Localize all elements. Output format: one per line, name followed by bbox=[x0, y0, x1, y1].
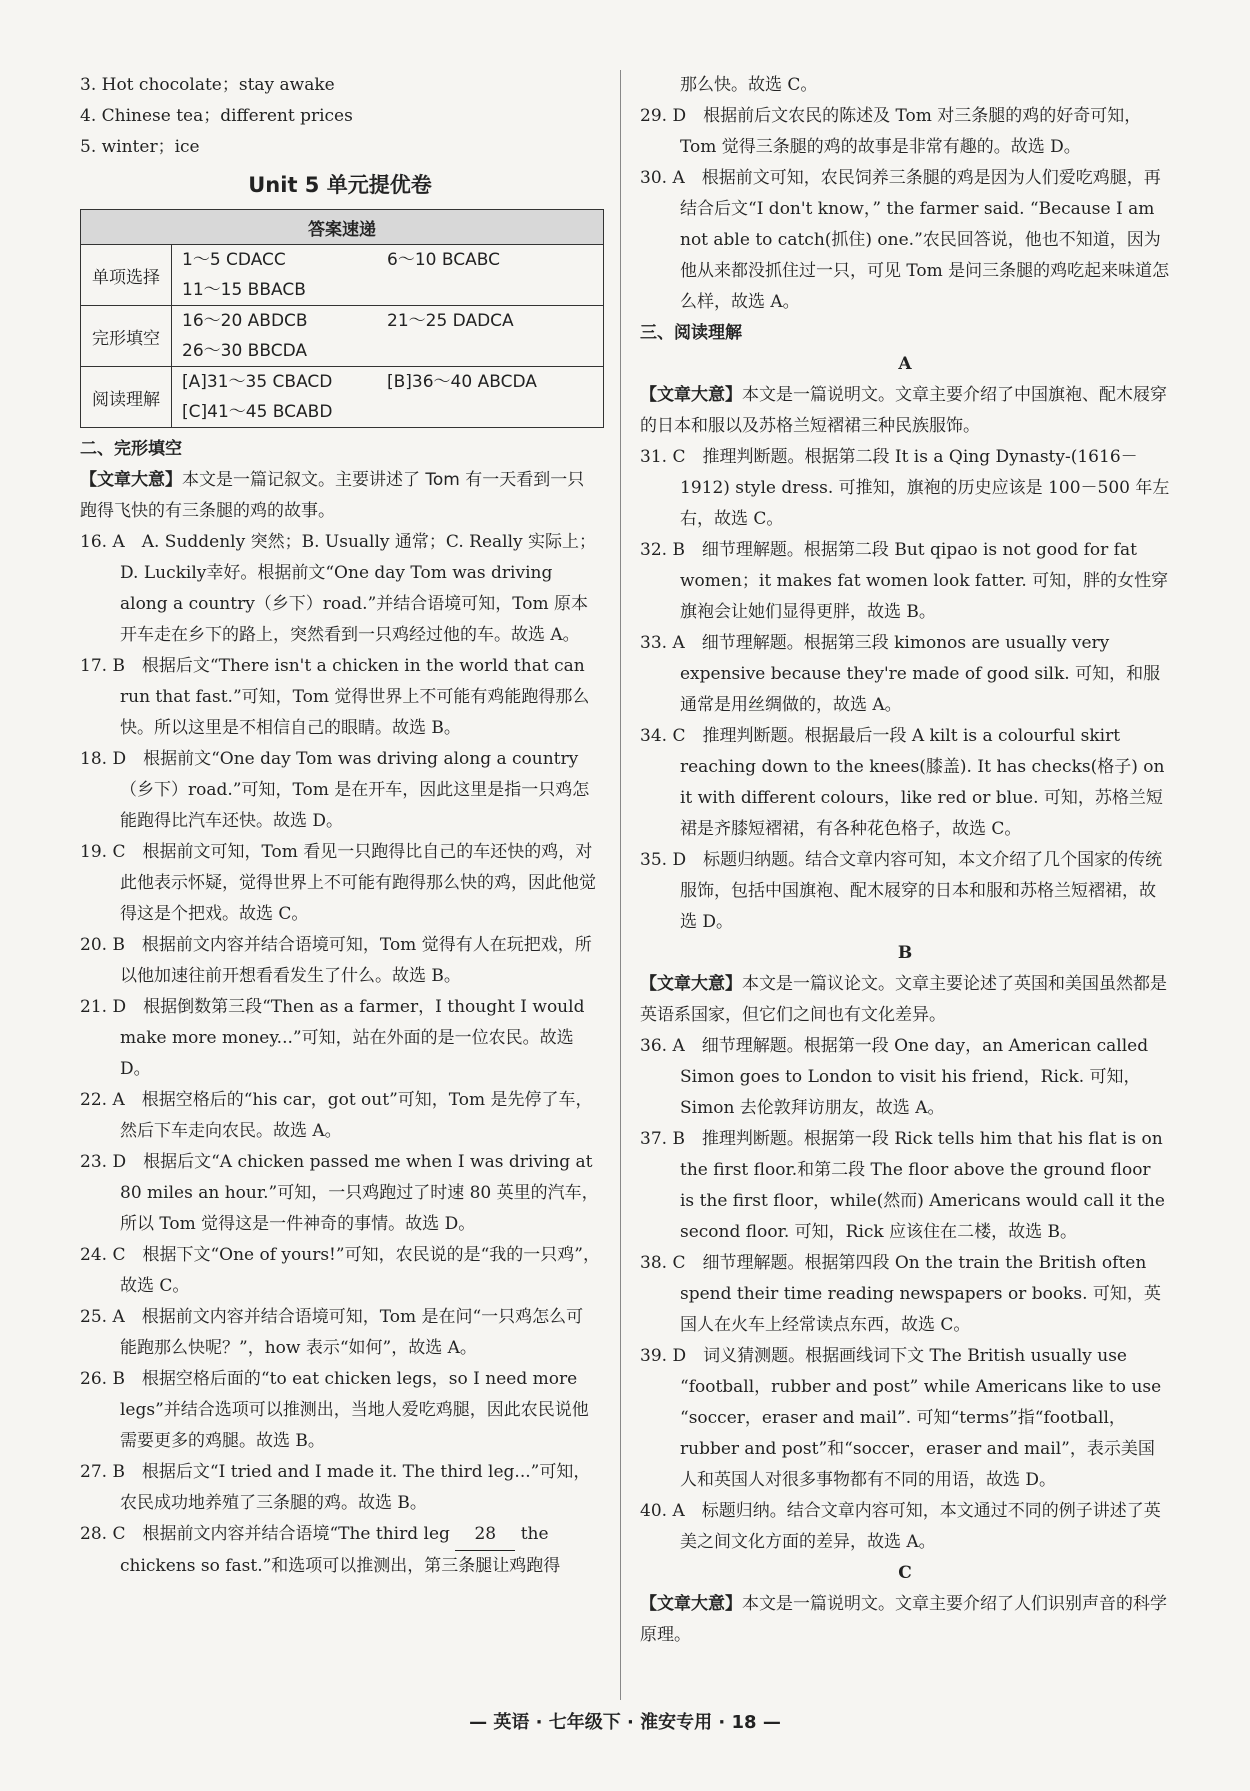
explanation-item: 21. D 根据倒数第三段“Then as a farmer，I thought I would make more money...”可知，站在外面的是一位农民。故选 D。 bbox=[80, 997, 585, 1079]
explanation-item: 26. B 根据空格后面的“to eat chicken legs，so I need more legs”并结合选项可以推测出，当地人爱吃鸡腿，因此农民说他需要更多的鸡腿。故选 B。 bbox=[80, 1369, 589, 1451]
explanation-item: 37. B 推理判断题。根据第一段 Rick tells him that his flat is on the first floor.和第二段 The floor above the ground floor is the first floor，while(然而) Americans would call it the second floor. 可知，Rick 应该住在二楼，故选 B。 bbox=[640, 1129, 1165, 1242]
summary-text: 本文是一篇说明文。文章主要介绍了人们识别声音的科学原理。 bbox=[640, 1594, 1167, 1645]
summary bbox=[80, 465, 600, 527]
answer-range: [A]31～35 CBACD bbox=[182, 372, 333, 392]
explanation-item: 27. B 根据后文“I tried and I made it. The third leg...”可知，农民成功地养殖了三条腿的鸡。故选 B。 bbox=[80, 1462, 591, 1513]
row-label: 单项选择 bbox=[81, 245, 172, 306]
answer-table-header: 答案速递 bbox=[81, 210, 604, 245]
explanation-item: 36. A 细节理解题。根据第一段 One day，an American called Simon goes to London to visit his friend，Rick. 可知，Simon 去伦敦拜访朋友，故选 A。 bbox=[640, 1036, 1149, 1118]
answer-line: 3. Hot chocolate；stay awake bbox=[80, 75, 335, 95]
passage-letter: A bbox=[898, 354, 912, 374]
answer-range: 21～25 DADCA bbox=[387, 311, 514, 331]
explanation-item: 29. D 根据前后文农民的陈述及 Tom 对三条腿的鸡的好奇可知，Tom 觉得三条腿的鸡的故事是非常有趣的。故选 D。 bbox=[640, 106, 1142, 157]
explanation-item: 16. A A. Suddenly 突然；B. Usually 通常；C. Really 实际上；D. Luckily幸好。根据前文“One day Tom was driving along a country（乡下）road.”并结合语境可知，Tom 原本开车走在乡下的路上，突然看到一只鸡经过他的车。故选 A。 bbox=[80, 532, 597, 645]
explanation-item: 40. A 标题归纳。结合文章内容可知，本文通过不同的例子讲述了英美之间文化方面的差异，故选 A。 bbox=[640, 1501, 1161, 1552]
answer-range: 16～20 ABDCB bbox=[182, 311, 308, 331]
summary-label: 【文章大意】 bbox=[640, 974, 742, 994]
explanation-item: 22. A 根据空格后的“his car，got out”可知，Tom 是先停了车，然后下车走向农民。故选 A。 bbox=[80, 1090, 593, 1141]
explanation-item: 25. A 根据前文内容并结合语境可知，Tom 是在问“一只鸡怎么可能跑那么快呢？”，how 表示“如何”，故选 A。 bbox=[80, 1307, 584, 1358]
left-column bbox=[80, 70, 600, 1582]
row-answers bbox=[172, 245, 604, 306]
fill-blank: 28 bbox=[455, 1519, 515, 1551]
column-divider bbox=[620, 70, 621, 1700]
summary bbox=[640, 969, 1170, 1031]
answer-line: 5. winter；ice bbox=[80, 137, 200, 157]
explanation-item: 24. C 根据下文“One of yours!”可知，农民说的是“我的一只鸡”，故选 C。 bbox=[80, 1245, 600, 1296]
explanation-item: 39. D 词义猜测题。根据画线词下文 The British usually use “football，rubber and post” while Americans like to use “soccer，eraser and mail”. 可知“terms”指“football，rubber and post”和“soccer，eraser and mail”，表示美国人和英国人对很多事物都有不同的用语，故选 D。 bbox=[640, 1346, 1162, 1490]
row-label: 阅读理解 bbox=[81, 367, 172, 428]
summary-text: 本文是一篇说明文。文章主要介绍了中国旗袍、配木屐穿的日本和服以及苏格兰短褶裙三种民族服饰。 bbox=[640, 385, 1167, 436]
answer-range: 11～15 BBACB bbox=[182, 280, 306, 300]
answer-range: 6～10 BCABC bbox=[387, 250, 500, 270]
item-28-end: the chickens so fast.”和选项可以推测出，第三条腿让鸡跑得 bbox=[120, 1524, 561, 1576]
summary bbox=[640, 380, 1170, 442]
explanation-item: 23. D 根据后文“A chicken passed me when I was driving at 80 miles an hour.”可知，一只鸡跑过了时速 80 英里的汽车，所以 Tom 觉得这是一件神奇的事情。故选 D。 bbox=[80, 1152, 599, 1234]
summary-text: 本文是一篇议论文。文章主要论述了英国和美国虽然都是英语系国家，但它们之间也有文化差异。 bbox=[640, 974, 1167, 1025]
explanation-item: 38. C 细节理解题。根据第四段 On the train the British often spend their time reading newspapers or books. 可知，英国人在火车上经常读点东西，故选 C。 bbox=[640, 1253, 1161, 1335]
explanation-item: 18. D 根据前文“One day Tom was driving along a country（乡下）road.”可知，Tom 是在开车，因此这里是指一只鸡怎能跑得比汽车还快。故选 D。 bbox=[80, 749, 590, 831]
right-column bbox=[640, 70, 1170, 1651]
summary-text: 本文是一篇记叙文。主要讲述了 Tom 有一天看到一只跑得飞快的有三条腿的鸡的故事。 bbox=[80, 470, 585, 521]
answer-line: 4. Chinese tea；different prices bbox=[80, 106, 353, 126]
explanation-item: 30. A 根据前文可知，农民饲养三条腿的鸡是因为人们爱吃鸡腿，再结合后文“I don't know，” the farmer said. “Because I am not able to catch(抓住) one.”农民回答说，他也不知道，因为他从来都没抓住过一只，可见 Tom 是问三条腿的鸡吃起来味道怎么样，故选 A。 bbox=[640, 168, 1170, 312]
explanation-item: 35. D 标题归纳题。结合文章内容可知，本文介绍了几个国家的传统服饰，包括中国旗袍、配木屐穿的日本和服和苏格兰短褶裙，故选 D。 bbox=[640, 850, 1163, 932]
explanation-item: 34. C 推理判断题。根据最后一段 A kilt is a colourful skirt reaching down to the knees(膝盖). It has checks(格子) on it with different colours，like red or blue. 可知，苏格兰短裙是齐膝短褶裙，有各种花色格子，故选 C。 bbox=[640, 726, 1165, 839]
summary bbox=[640, 1589, 1170, 1651]
item-28-start: 28. C 根据前文内容并结合语境“The third leg bbox=[80, 1524, 456, 1544]
explanation-item bbox=[80, 1519, 600, 1582]
explanation-item: 19. C 根据前文可知，Tom 看见一只跑得比自己的车还快的鸡，对此他表示怀疑，觉得世界上不可能有跑得那么快的鸡，因此他觉得这是个把戏。故选 C。 bbox=[80, 842, 596, 924]
summary-label: 【文章大意】 bbox=[80, 470, 182, 490]
section-title: 三、阅读理解 bbox=[640, 323, 742, 343]
answer-range: [C]41～45 BCABD bbox=[182, 402, 333, 422]
explanation-item: 17. B 根据后文“There isn't a chicken in the world that can run that fast.”可知，Tom 觉得世界上不可能有鸡能跑得那么快。所以这里是不相信自己的眼睛。故选 B。 bbox=[80, 656, 590, 738]
passage-letter: B bbox=[897, 943, 913, 963]
answer-range: 26～30 BBCDA bbox=[182, 341, 307, 361]
answer-range: 1～5 CDACC bbox=[182, 250, 286, 270]
passage-letter: C bbox=[898, 1563, 912, 1583]
unit-title: Unit 5 单元提优卷 bbox=[248, 173, 432, 197]
explanation-item: 31. C 推理判断题。根据第二段 It is a Qing Dynasty-(1616－1912) style dress. 可推知，旗袍的历史应该是 100－500 年左右，故选 C。 bbox=[640, 447, 1170, 529]
explanation-item: 33. A 细节理解题。根据第三段 kimonos are usually very expensive because they're made of good silk. 可知，和服通常是用丝绸做的，故选 A。 bbox=[640, 633, 1161, 715]
row-answers bbox=[172, 367, 604, 428]
section-title: 二、完形填空 bbox=[80, 439, 182, 459]
answer-range: [B]36～40 ABCDA bbox=[387, 372, 537, 392]
summary-label: 【文章大意】 bbox=[640, 1594, 742, 1614]
answer-table bbox=[80, 209, 604, 428]
page-footer: — 英语 · 七年级下 · 淮安专用 · 18 — bbox=[469, 1712, 781, 1733]
explanation-item: 32. B 细节理解题。根据第二段 But qipao is not good for fat women；it makes fat women look fatter. 可知，胖的女性穿旗袍会让她们显得更胖，故选 B。 bbox=[640, 540, 1169, 622]
explanation-item: 20. B 根据前文内容并结合语境可知，Tom 觉得有人在玩把戏，所以他加速往前开想看看发生了什么。故选 B。 bbox=[80, 935, 592, 986]
summary-label: 【文章大意】 bbox=[640, 385, 742, 405]
row-answers bbox=[172, 306, 604, 367]
explanation-continued: 那么快。故选 C。 bbox=[680, 75, 818, 95]
row-label: 完形填空 bbox=[81, 306, 172, 367]
